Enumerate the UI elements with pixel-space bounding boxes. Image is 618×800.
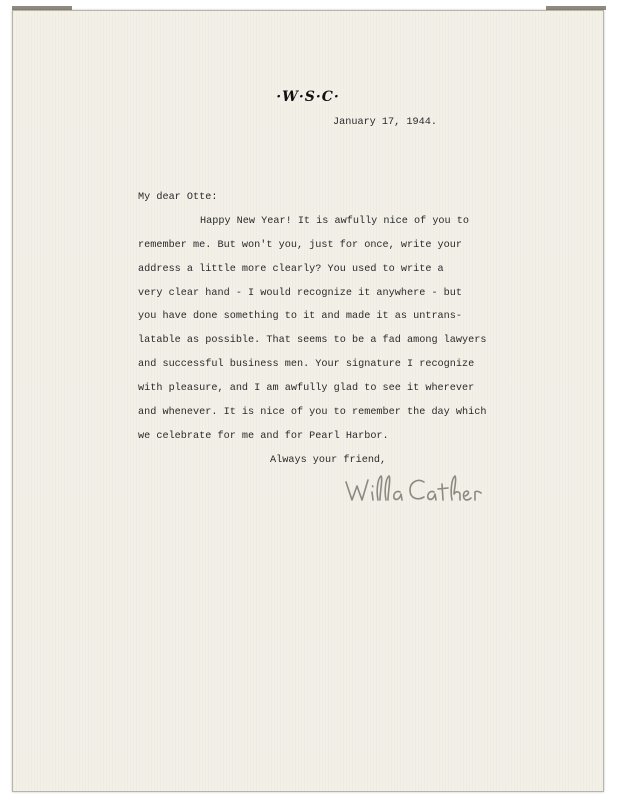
- letterhead-monogram: ·W·S·C·: [276, 89, 340, 105]
- closing: Always your friend,: [270, 455, 387, 466]
- letter-date: January 17, 1944.: [333, 117, 437, 128]
- body-line: we celebrate for me and for Pearl Harbor.: [138, 431, 389, 442]
- handwritten-signature: [342, 470, 492, 510]
- body-line: and successful business men. Your signature I recognize: [138, 359, 475, 370]
- body-line: very clear hand - I would recognize it anywhere - but: [138, 288, 463, 299]
- body-line: and whenever. It is nice of you to remember the day which: [138, 407, 487, 418]
- body-line: you have done something to it and made it as untrans-: [138, 311, 463, 322]
- body-line: Happy New Year! It is awfully nice of you to: [200, 216, 469, 227]
- salutation: My dear Otte:: [138, 192, 218, 203]
- body-line: with pleasure, and I am awfully glad to see it wherever: [138, 383, 475, 394]
- letter-sheet: [12, 10, 604, 792]
- body-line: address a little more clearly? You used to write a: [138, 264, 444, 275]
- body-line: remember me. But won't you, just for once, write your: [138, 240, 463, 251]
- body-line: latable as possible. That seems to be a fad among lawyers: [138, 335, 487, 346]
